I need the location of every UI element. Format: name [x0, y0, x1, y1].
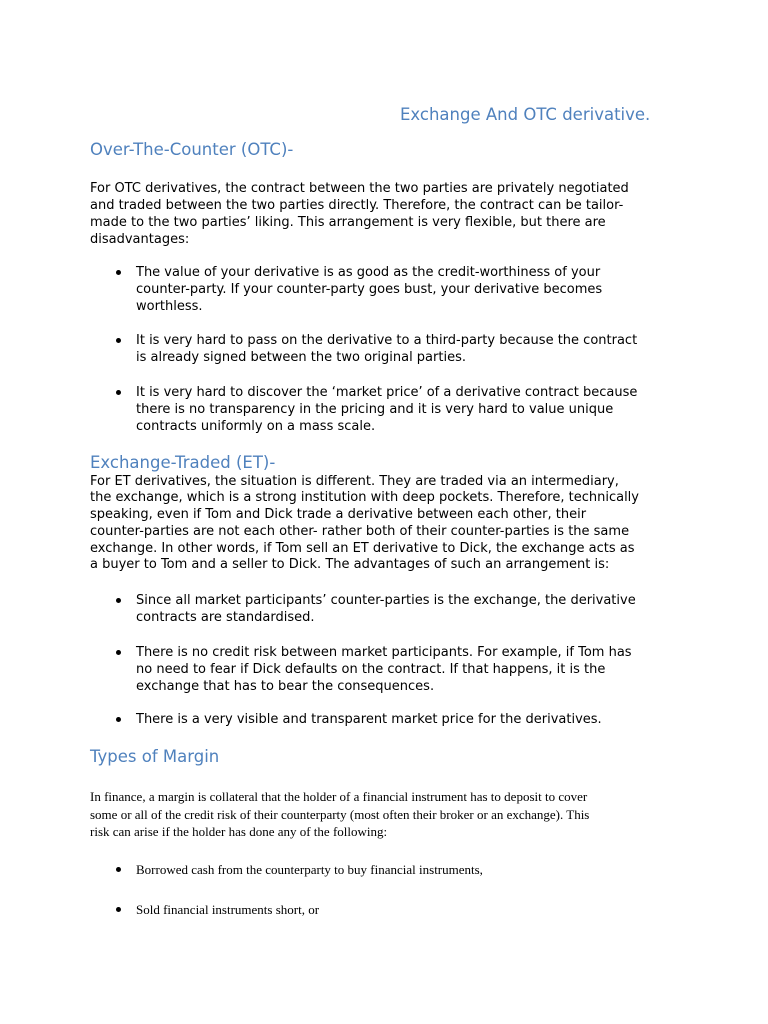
bullet-icon — [116, 598, 121, 603]
bullet-line: It is very hard to pass on the derivative to a third-party because the contract — [136, 332, 638, 348]
bullet-text — [136, 711, 710, 728]
otc-bullet-item — [90, 332, 710, 366]
bullet-line: there is no transparency in the pricing and it is very hard to value unique — [136, 401, 614, 417]
bullet-line: contracts uniformly on a mass scale. — [136, 418, 376, 434]
document-title: Exchange And OTC derivative. — [400, 105, 651, 124]
paragraph-line: In finance, a margin is collateral that the holder of a financial instrument has to deposit to cover — [90, 789, 588, 804]
bullet-text — [136, 592, 710, 626]
section-heading-otc: Over-The-Counter (OTC)- — [90, 140, 294, 159]
et-bullet-item — [90, 592, 710, 626]
bullet-line: worthless. — [136, 298, 203, 314]
bullet-line: Borrowed cash from the counterparty to buy financial instruments, — [136, 862, 483, 877]
bullet-text — [136, 861, 710, 879]
bullet-icon — [116, 907, 121, 912]
bullet-text — [136, 644, 710, 695]
bullet-icon — [116, 717, 121, 722]
bullet-text — [136, 384, 710, 435]
et-intro-paragraph — [90, 474, 639, 575]
bullet-line: no need to fear if Dick defaults on the contract. If that happens, it is the — [136, 661, 606, 677]
bullet-line: It is very hard to discover the ‘market price’ of a derivative contract because — [136, 384, 638, 400]
bullet-line: counter-party. If your counter-party goes bust, your derivative becomes — [136, 281, 603, 297]
bullet-line: Sold financial instruments short, or — [136, 902, 320, 917]
margin-bullet-item — [90, 861, 710, 879]
margin-bullet-item — [90, 901, 710, 919]
bullet-text — [136, 264, 710, 315]
bullet-line: The value of your derivative is as good as the credit-worthiness of your — [136, 264, 601, 280]
paragraph-line: a buyer to Tom and a seller to Dick. The advantages of such an arrangement is: — [90, 557, 610, 573]
paragraph-line: the exchange, which is a strong institution with deep pockets. Therefore, technically — [90, 490, 639, 506]
paragraph-line: and traded between the two parties directly. Therefore, the contract can be tailor- — [90, 197, 624, 213]
bullet-icon — [116, 867, 121, 872]
otc-bullet-item — [90, 264, 710, 315]
bullet-line: There is a very visible and transparent market price for the derivatives. — [136, 711, 602, 727]
bullet-icon — [116, 390, 121, 395]
otc-intro-paragraph — [90, 180, 629, 248]
bullet-text — [136, 332, 710, 366]
section-heading-et: Exchange-Traded (ET)- — [90, 453, 276, 472]
paragraph-line: speaking, even if Tom and Dick trade a derivative between each other, their — [90, 507, 587, 523]
bullet-line: There is no credit risk between market participants. For example, if Tom has — [136, 644, 632, 660]
bullet-line: is already signed between the two original parties. — [136, 349, 466, 365]
paragraph-line: For ET derivatives, the situation is different. They are traded via an intermediary, — [90, 473, 619, 489]
bullet-icon — [116, 270, 121, 275]
bullet-text — [136, 901, 710, 919]
paragraph-line: For OTC derivatives, the contract between the two parties are privately negotiated — [90, 180, 629, 196]
bullet-line: Since all market participants’ counter-parties is the exchange, the derivative — [136, 592, 636, 608]
section-heading-margin: Types of Margin — [90, 747, 220, 766]
paragraph-line: disadvantages: — [90, 231, 190, 247]
paragraph-line: some or all of the credit risk of their counterparty (most often their broker or an exchange). This — [90, 806, 590, 822]
margin-intro-paragraph — [90, 788, 589, 841]
paragraph-line: exchange. In other words, if Tom sell an ET derivative to Dick, the exchange acts as — [90, 540, 635, 556]
paragraph-line: risk can arise if the holder has done any of the following: — [90, 824, 388, 839]
paragraph-line: counter-parties are not each other- rather both of their counter-parties is the same — [90, 523, 630, 539]
bullet-icon — [116, 338, 121, 343]
otc-bullet-item — [90, 384, 710, 435]
et-bullet-item — [90, 711, 710, 728]
bullet-line: contracts are standardised. — [136, 609, 315, 625]
paragraph-line: made to the two parties’ liking. This arrangement is very flexible, but there are — [90, 214, 606, 230]
bullet-line: exchange that has to bear the consequences. — [136, 678, 435, 694]
et-bullet-item — [90, 644, 710, 695]
bullet-icon — [116, 650, 121, 655]
